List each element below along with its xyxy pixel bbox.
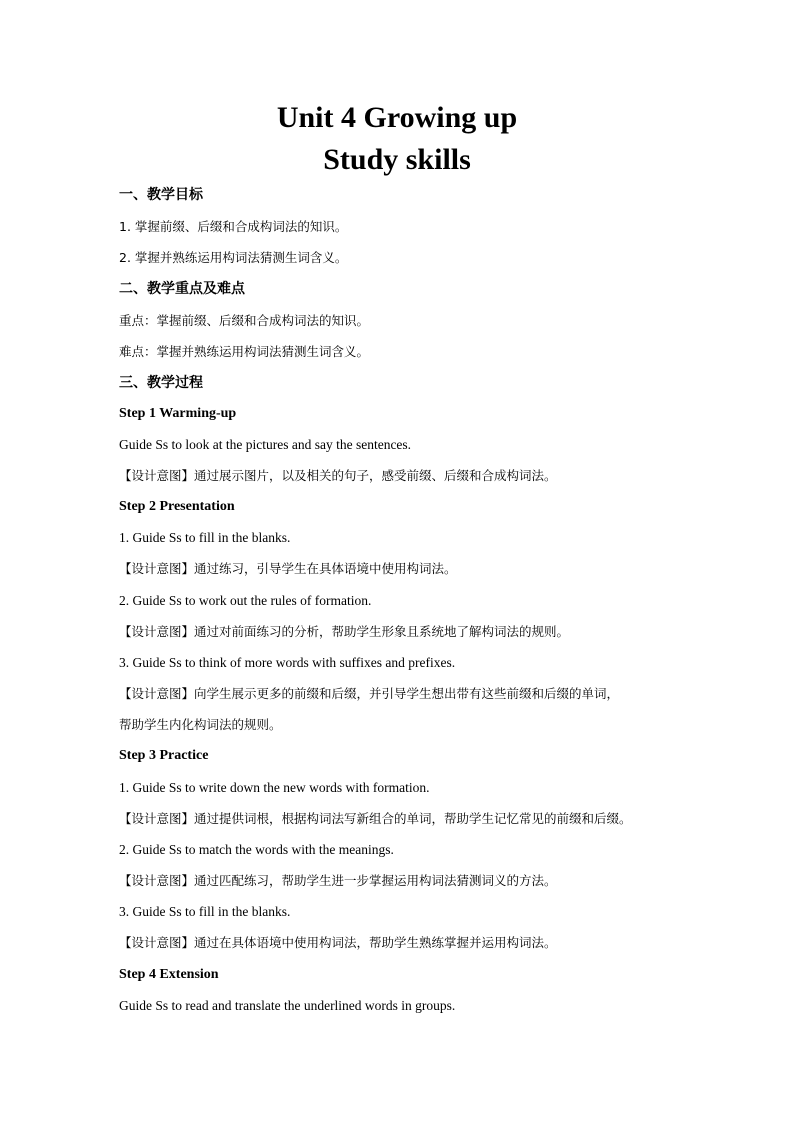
step-text: 2. Guide Ss to match the words with the meanings. — [119, 842, 394, 857]
design-intent: 【设计意图】通过提供词根，根据构词法写新组合的单词，帮助学生记忆常见的前缀和后缀。 — [119, 811, 632, 826]
design-intent: 【设计意图】向学生展示更多的前缀和后缀，并引导学生想出带有这些前缀和后缀的单词， — [119, 686, 620, 701]
step-heading: Step 4 Extension — [119, 967, 219, 982]
step-text: Guide Ss to look at the pictures and say the sentences. — [119, 437, 412, 452]
document-subtitle: Study skills — [323, 143, 471, 176]
step-text: 1. Guide Ss to write down the new words with formation. — [119, 780, 430, 795]
design-intent: 【设计意图】通过对前面练习的分析，帮助学生形象且系统地了解构词法的规则。 — [119, 624, 570, 639]
design-intent-continued: 帮助学生内化构词法的规则。 — [119, 717, 282, 732]
objective-item: 2. 掌握并熟练运用构词法猜测生词含义。 — [119, 250, 348, 265]
section-heading-objectives: 一、教学目标 — [119, 187, 203, 203]
design-intent: 【设计意图】通过展示图片，以及相关的句子，感受前缀、后缀和合成构词法。 — [119, 468, 557, 483]
objective-item: 1. 掌握前缀、后缀和合成构词法的知识。 — [119, 219, 348, 234]
step-text: 1. Guide Ss to fill in the blanks. — [119, 530, 291, 545]
design-intent: 【设计意图】通过练习，引导学生在具体语境中使用构词法。 — [119, 561, 457, 576]
step-text: 3. Guide Ss to fill in the blanks. — [119, 904, 291, 919]
design-intent: 【设计意图】通过匹配练习，帮助学生进一步掌握运用构词法猜测词义的方法。 — [119, 873, 557, 888]
step-heading: Step 3 Practice — [119, 748, 209, 763]
step-text: 2. Guide Ss to work out the rules of formation. — [119, 593, 372, 608]
step-text: Guide Ss to read and translate the underlined words in groups. — [119, 998, 456, 1013]
section-heading-key-points: 二、教学重点及难点 — [119, 281, 245, 297]
document-title: Unit 4 Growing up — [276, 101, 518, 134]
difficulty-item: 难点：掌握并熟练运用构词法猜测生词含义。 — [119, 344, 370, 359]
step-heading: Step 1 Warming-up — [119, 406, 237, 421]
step-text: 3. Guide Ss to think of more words with suffixes and prefixes. — [119, 655, 456, 670]
section-heading-process: 三、教学过程 — [119, 375, 203, 391]
step-heading: Step 2 Presentation — [119, 499, 235, 514]
design-intent: 【设计意图】通过在具体语境中使用构词法，帮助学生熟练掌握并运用构词法。 — [119, 935, 557, 950]
key-point-item: 重点：掌握前缀、后缀和合成构词法的知识。 — [119, 313, 370, 328]
